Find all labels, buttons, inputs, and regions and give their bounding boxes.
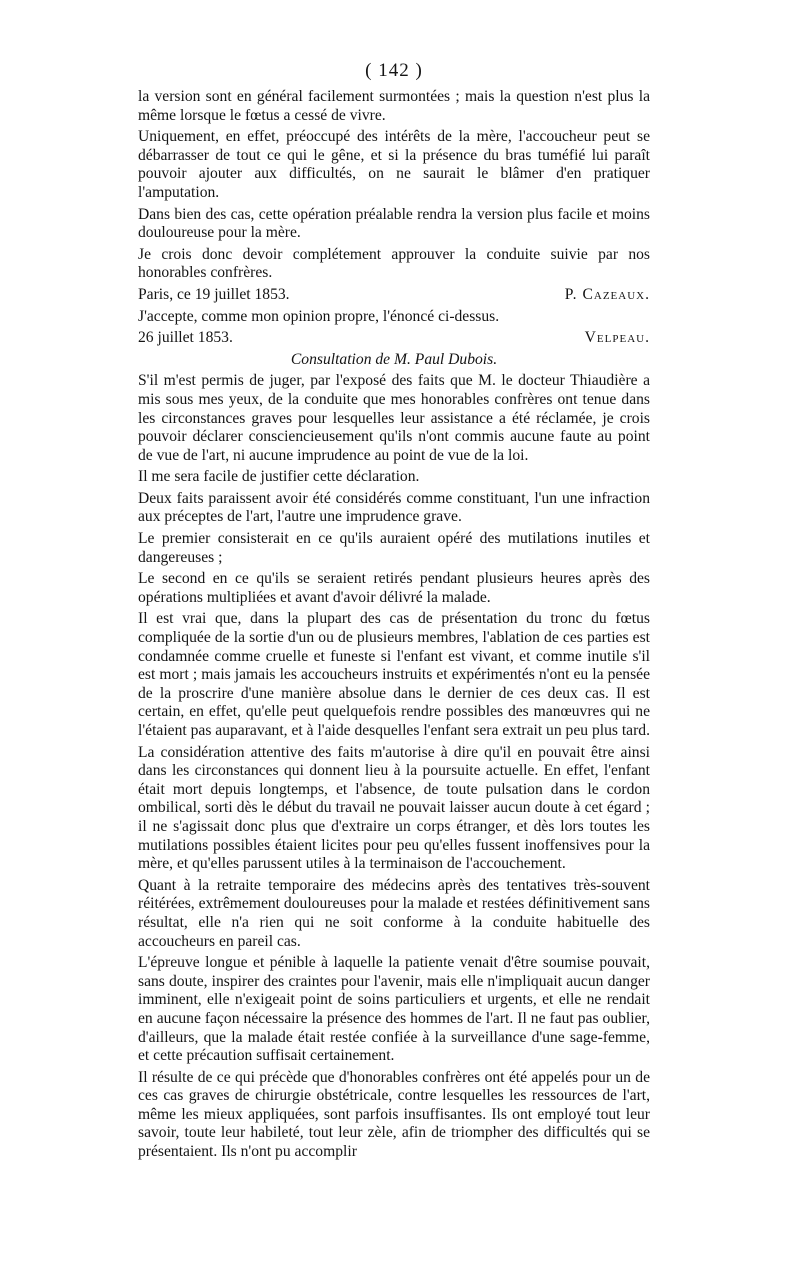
- signature-velpeau: [138, 329, 650, 348]
- signature-name: Velpeau.: [584, 329, 650, 347]
- acceptance-line: J'accepte, comme mon opinion propre, l'énoncé ci-dessus.: [138, 307, 500, 325]
- paragraph: Uniquement, en effet, préoccupé des intérêts de la mère, l'accoucheur peut se débarrasser de tout ce qui le gêne, et si la présence du bras tuméfié lui paraît pouvoir ajouter aux difficultés, on ne saurait le blâmer d'en pratiquer l'amputation.: [138, 128, 650, 201]
- section-heading: Consultation de M. Paul Dubois.: [290, 350, 498, 368]
- paragraph: L'épreuve longue et pénible à laquelle la patiente venait d'être soumise pouvait, sans doute, inspirer des craintes pour l'avenir, mais elle n'impliquait aucun danger imminent, elle n'exigeait point de soins particuliers et urgents, et elle ne rendait en aucune façon nécessaire la présence des hommes de l'art. Il ne faut pas oublier, d'ailleurs, que la malade était restée confiée à la surveillance d'une sage-femme, et cette précaution suffisait certainement.: [138, 954, 650, 1065]
- paragraph: Il est vrai que, dans la plupart des cas de présentation du tronc du fœtus compliquée de la sortie d'un ou de plusieurs membres, l'ablation de ces parties est condamnée comme cruelle et funeste si l'enfant est vivant, et comme inutile s'il est mort ; mais jamais les accoucheurs instruits et expérimentés n'ont eu la pensée de la proscrire d'une manière absolue dans le dernier de ces deux cas. Il est certain, en effet, qu'elle peut quelquefois rendre possibles des manœuvres qui ne l'étaient pas auparavant, et à l'aide desquelles l'enfant sera extrait un peu plus tard.: [138, 610, 650, 739]
- paragraph: Je crois donc devoir complétement approuver la conduite suivie par nos honorables confrères.: [138, 245, 650, 282]
- signature-date: 26 juillet 1853.: [138, 329, 233, 347]
- paragraph: Dans bien des cas, cette opération préalable rendra la version plus facile et moins douloureuse pour la mère.: [138, 205, 650, 242]
- paragraph: Il me sera facile de justifier cette déclaration.: [138, 468, 420, 486]
- paragraph: Le second en ce qu'ils se seraient retirés pendant plusieurs heures après des opérations multipliées et avant d'avoir délivré la malade.: [138, 570, 650, 606]
- signature-cazeaux: [138, 286, 650, 305]
- paragraph: S'il m'est permis de juger, par l'exposé des faits que M. le docteur Thiaudière a mis sous mes yeux, de la conduite que mes honorables confrères ont tenue dans les circonstances graves pour lesquelles leur assistance a été réclamée, je crois pouvoir déclarer consciencieusement qu'ils n'ont commis aucune faute au point de vue de l'art, ni aucune imprudence au point de vue de la loi.: [138, 372, 650, 464]
- paragraph: la version sont en général facilement surmontées ; mais la question n'est plus la même lorsque le fœtus a cessé de vivre.: [138, 88, 650, 124]
- paragraph: La considération attentive des faits m'autorise à dire qu'il en pouvait être ainsi dans les circonstances qui donnent lieu à la poursuite actuelle. En effet, l'enfant était mort depuis longtemps, et l'absence, de toute pulsation dans le cordon ombilical, sorti dès le début du travail ne pouvait laisser aucun doute à cet égard ; il ne s'agissait donc plus que d'extraire un corps étranger, et dès lors toutes les mutilations possibles étaient licites pour peu qu'elles fussent inoffensives pour la mère, et qu'elles parussent utiles à la terminaison de l'accouchement.: [138, 743, 650, 873]
- paragraph: Le premier consisterait en ce qu'ils auraient opéré des mutilations inutiles et dangereuses ;: [138, 530, 650, 566]
- signature-name: P. Cazeaux.: [564, 285, 650, 303]
- paragraph: Quant à la retraite temporaire des médecins après des tentatives très-souvent réitérées, extrêmement douloureuses pour la malade et restées définitivement sans résultat, elle n'a rien qui ne soit conforme à la conduite habituelle des accoucheurs en pareil cas.: [138, 876, 650, 950]
- paragraph: Il résulte de ce qui précède que d'honorables confrères ont été appelés pour un de ces cas graves de chirurgie obstétricale, contre lesquelles les ressources de l'art, même les mieux appliquées, sont parfois insuffisantes. Ils ont employé tout leur savoir, toute leur habileté, tout leur zèle, afin de triompher des difficultés qui se présentaient. Ils n'ont pu accomplir: [138, 1068, 650, 1161]
- signature-place-date: Paris, ce 19 juillet 1853.: [138, 285, 290, 303]
- page-number: ( 142 ): [365, 60, 423, 81]
- paragraph: Deux faits paraissent avoir été considérés comme constituant, l'un une infraction aux préceptes de l'art, l'autre une imprudence grave.: [138, 489, 650, 526]
